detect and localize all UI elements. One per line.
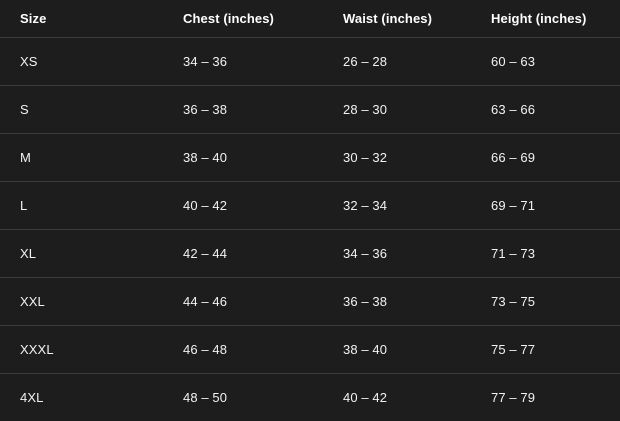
cell-value: 30 – 32 xyxy=(343,150,471,166)
cell-chest xyxy=(163,38,323,86)
cell-size xyxy=(0,230,163,278)
column-header-height-label: Height (inches) xyxy=(491,11,620,27)
cell-value: L xyxy=(20,198,163,214)
cell-value: 75 – 77 xyxy=(491,342,620,358)
cell-value: 28 – 30 xyxy=(343,102,471,118)
cell-value: 36 – 38 xyxy=(183,102,323,118)
table-header xyxy=(0,0,620,38)
cell-value: 32 – 34 xyxy=(343,198,471,214)
column-header-waist-label: Waist (inches) xyxy=(343,11,471,27)
cell-value: 40 – 42 xyxy=(343,390,471,406)
cell-chest xyxy=(163,326,323,374)
cell-chest xyxy=(163,134,323,182)
cell-waist xyxy=(323,230,471,278)
cell-value: 42 – 44 xyxy=(183,246,323,262)
column-header-size xyxy=(0,0,163,38)
cell-value: 46 – 48 xyxy=(183,342,323,358)
cell-value: 38 – 40 xyxy=(183,150,323,166)
cell-waist xyxy=(323,86,471,134)
cell-size xyxy=(0,182,163,230)
cell-waist xyxy=(323,374,471,421)
cell-size xyxy=(0,374,163,421)
cell-value: 77 – 79 xyxy=(491,390,620,406)
cell-size xyxy=(0,326,163,374)
cell-value: 38 – 40 xyxy=(343,342,471,358)
table-body xyxy=(0,38,620,421)
column-header-chest xyxy=(163,0,323,38)
cell-waist xyxy=(323,326,471,374)
cell-value: XL xyxy=(20,246,163,262)
cell-height xyxy=(471,182,620,230)
cell-chest xyxy=(163,374,323,421)
cell-value: XXL xyxy=(20,294,163,310)
cell-height xyxy=(471,278,620,326)
cell-value: 73 – 75 xyxy=(491,294,620,310)
table-row xyxy=(0,374,620,421)
cell-size xyxy=(0,86,163,134)
cell-chest xyxy=(163,182,323,230)
cell-size xyxy=(0,38,163,86)
cell-value: M xyxy=(20,150,163,166)
cell-waist xyxy=(323,38,471,86)
cell-height xyxy=(471,38,620,86)
cell-chest xyxy=(163,278,323,326)
cell-waist xyxy=(323,278,471,326)
cell-value: 26 – 28 xyxy=(343,54,471,70)
cell-waist xyxy=(323,182,471,230)
cell-value: 44 – 46 xyxy=(183,294,323,310)
column-header-waist xyxy=(323,0,471,38)
cell-value: XXXL xyxy=(20,342,163,358)
table-row xyxy=(0,230,620,278)
cell-value: S xyxy=(20,102,163,118)
table-row xyxy=(0,278,620,326)
cell-value: XS xyxy=(20,54,163,70)
cell-height xyxy=(471,134,620,182)
column-header-chest-label: Chest (inches) xyxy=(183,11,323,27)
cell-value: 40 – 42 xyxy=(183,198,323,214)
column-header-size-label: Size xyxy=(20,11,163,27)
cell-value: 66 – 69 xyxy=(491,150,620,166)
cell-height xyxy=(471,326,620,374)
cell-height xyxy=(471,374,620,421)
table-row xyxy=(0,326,620,374)
cell-height xyxy=(471,230,620,278)
cell-value: 36 – 38 xyxy=(343,294,471,310)
cell-value: 34 – 36 xyxy=(183,54,323,70)
cell-height xyxy=(471,86,620,134)
cell-value: 63 – 66 xyxy=(491,102,620,118)
cell-chest xyxy=(163,230,323,278)
table-row xyxy=(0,38,620,86)
cell-value: 60 – 63 xyxy=(491,54,620,70)
cell-size xyxy=(0,278,163,326)
cell-value: 34 – 36 xyxy=(343,246,471,262)
table-row xyxy=(0,134,620,182)
table-row xyxy=(0,182,620,230)
cell-size xyxy=(0,134,163,182)
cell-chest xyxy=(163,86,323,134)
cell-value: 71 – 73 xyxy=(491,246,620,262)
cell-waist xyxy=(323,134,471,182)
table-header-row xyxy=(0,0,620,38)
cell-value: 48 – 50 xyxy=(183,390,323,406)
table-row xyxy=(0,86,620,134)
column-header-height xyxy=(471,0,620,38)
cell-value: 4XL xyxy=(20,390,163,406)
cell-value: 69 – 71 xyxy=(491,198,620,214)
